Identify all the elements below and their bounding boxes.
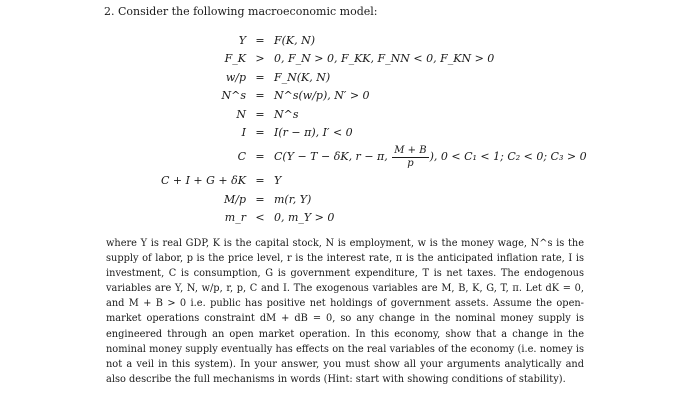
equation-lhs: C + I + G + δK — [160, 174, 246, 188]
equation-operator: < — [255, 211, 265, 225]
equation-rhs: 0, F_N > 0, F_KK, F_NN < 0, F_KN > 0 — [274, 52, 495, 66]
equation-rhs: N^s(w/p), N′ > 0 — [274, 89, 370, 103]
equation-system — [140, 32, 624, 228]
equation-operator: > — [255, 52, 265, 66]
equation-lhs: N — [236, 107, 246, 121]
equation-operator: = — [255, 107, 265, 121]
equation-lhs: w/p — [225, 70, 246, 84]
equation-rhs: N^s — [274, 107, 299, 121]
equation-rhs: F(K, N) — [274, 34, 316, 47]
equation-lhs: N^s — [221, 89, 246, 103]
question-header — [104, 5, 377, 18]
wealth-fraction — [392, 145, 428, 170]
question-number: 2. — [104, 5, 115, 18]
equation-operator: = — [255, 192, 265, 206]
equation-lhs: F_K — [224, 52, 246, 66]
equation-operator: = — [255, 125, 265, 139]
question-body: where Y is real GDP, K is the capital stock, N is employment, w is the money wage, N^s is the supply of labor, p is the price level, r is the interest rate, π is the anticipated inflation rate, I is investment, C is consumption, G is government expenditure, T is net taxes. The endogenous variables are Y, N, w/p, r, p, C and I. The exogenous variables are M, B, K, G, T, π. Let dK = 0, and M + B > 0 i.e. public has positive net holdings of government assets. Assume the open-market operations constraint dM + dB = 0, so any change in the nominal money supply is engineered through an open market operation. In this economy, show that a change in the nominal money supply eventually has effects on the real variables of the economy (i.e. nomey is not a veil in this system). In your answer, you must show all your arguments analytically and also describe the full mechanisms in words (Hint: start with showing conditions of stability). — [106, 238, 584, 385]
equation-lhs: I — [241, 125, 246, 139]
equation-operator: = — [255, 89, 265, 103]
equation-lhs: Y — [238, 34, 246, 47]
equation-lhs: C — [237, 150, 246, 164]
consumption-conditions: ), 0 < C₁ < 1; C₂ < 0; C₃ > 0 — [429, 150, 587, 164]
equation-rhs: F_N(K, N) — [274, 70, 331, 84]
equation-lhs: m_r — [224, 211, 246, 225]
equation-lhs: M/p — [223, 192, 246, 206]
equation-operator: = — [255, 174, 265, 188]
equation-rhs: 0, m_Y > 0 — [274, 211, 335, 225]
fraction-denominator: p — [407, 157, 414, 169]
question-prompt: Consider the following macroeconomic model: — [118, 5, 378, 18]
equation-operator: = — [255, 34, 265, 47]
equation-operator: = — [255, 150, 265, 164]
consumption-args: C(Y − T − δK, r − π, — [274, 150, 392, 164]
consumption-equation-rhs — [274, 142, 624, 172]
equation-operator: = — [255, 70, 265, 84]
fraction-numerator: M + B — [394, 144, 427, 156]
equation-rhs: Y — [274, 174, 282, 188]
equation-rhs: m(r, Y) — [274, 192, 312, 206]
equation-rhs: I(r − π), I′ < 0 — [274, 125, 353, 139]
